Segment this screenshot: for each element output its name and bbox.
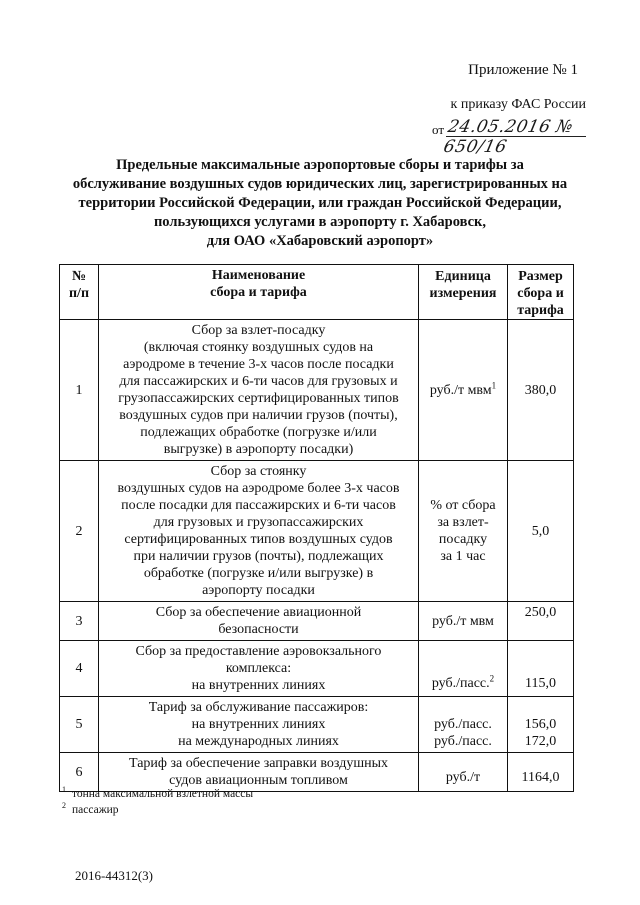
tariffs-table xyxy=(59,264,574,792)
title-line: обслуживание воздушных судов юридических лиц, зарегистрированных на xyxy=(72,176,568,192)
title-line: территории Российской Федерации, или граждан Российской Федерации, xyxy=(78,195,562,211)
row-value: 5,0 xyxy=(508,461,574,602)
row-value: 1164,0 xyxy=(508,753,574,792)
row-num: 4 xyxy=(60,641,99,697)
title-line: для ОАО «Хабаровский аэропорт» xyxy=(206,233,434,249)
header-unit: Единица измерения xyxy=(419,265,508,320)
row-name: Сбор за обеспечение авиационной безопасности xyxy=(99,602,419,641)
row-name: Тариф за обслуживание пассажиров: на внутренних линиях на международных линиях xyxy=(99,697,419,753)
order-date-line xyxy=(432,117,582,157)
row-name: Сбор за предоставление аэровокзального комплекса: на внутренних линиях xyxy=(99,641,419,697)
date-prefix: от xyxy=(432,122,445,137)
row-value: 115,0 xyxy=(508,641,574,697)
document-title xyxy=(50,156,590,251)
row-name: Сбор за взлет-посадку (включая стоянку воздушных судов на аэродроме в течение 3-х часов после посадки для пассажирских и 6-ти часов для грузовых и грузопассажирских сертифицированных типов воздушных судов при наличии грузов (почты), подлежащих обработке (погрузке и/или выгрузке) в аэропорту посадки) xyxy=(99,320,419,461)
row-value: 250,0 xyxy=(508,602,574,641)
footnote: $^2$ пассажир xyxy=(62,801,119,816)
header-name: Наименование сбора и тарифа xyxy=(99,265,419,320)
date-underline xyxy=(446,136,586,137)
table-row xyxy=(60,320,574,461)
table-row xyxy=(60,602,574,641)
row-value: 156,0 172,0 xyxy=(508,697,574,753)
row-name: Сбор за стоянку воздушных судов на аэродроме более 3-х часов после посадки для пассажирских и 6-ти часов для грузовых и грузопассажирских сертифицированных типов воздушных судов при наличии грузов (почты), подлежащих обработке (погрузке и/или выгрузке) в аэропорту посадки xyxy=(99,461,419,602)
header-num: № п/п xyxy=(60,265,99,320)
row-unit: руб./т xyxy=(419,753,508,792)
row-value: 380,0 xyxy=(508,320,574,461)
row-name: Тариф за обеспечение заправки воздушных судов авиационным топливом xyxy=(99,753,419,792)
table-row xyxy=(60,461,574,602)
table-row xyxy=(60,697,574,753)
title-line: Предельные максимальные аэропортовые сборы и тарифы за xyxy=(116,157,524,173)
row-unit: % от сбора за взлет- посадку за 1 час xyxy=(419,461,508,602)
row-num: 5 xyxy=(60,697,99,753)
row-num: 1 xyxy=(60,320,99,461)
table-header-row xyxy=(60,265,574,320)
row-num: 6 xyxy=(60,753,99,792)
footnotes xyxy=(62,786,253,818)
header-size: Размер сбора и тарифа xyxy=(508,265,574,320)
row-num: 2 xyxy=(60,461,99,602)
footnote: $^1$ тонна максимальной взлетной массы xyxy=(62,785,254,800)
appendix-label: Приложение № 1 xyxy=(468,62,578,78)
row-unit: руб./пасс.$^2$ xyxy=(419,641,508,697)
row-unit: руб./т мвм$^1$ xyxy=(419,320,508,461)
title-line: пользующихся услугами в аэропорту г. Хабаровск, xyxy=(153,214,487,230)
table-row xyxy=(60,641,574,697)
row-num: 3 xyxy=(60,602,99,641)
document-id: 2016-44312(3) xyxy=(75,868,153,883)
row-unit: руб./пасс. руб./пасс. xyxy=(419,697,508,753)
row-unit: руб./т мвм xyxy=(419,602,508,641)
handwritten-date: 24.05.2016 № 650/16 xyxy=(441,117,576,157)
order-reference: к приказу ФАС России xyxy=(450,97,586,112)
